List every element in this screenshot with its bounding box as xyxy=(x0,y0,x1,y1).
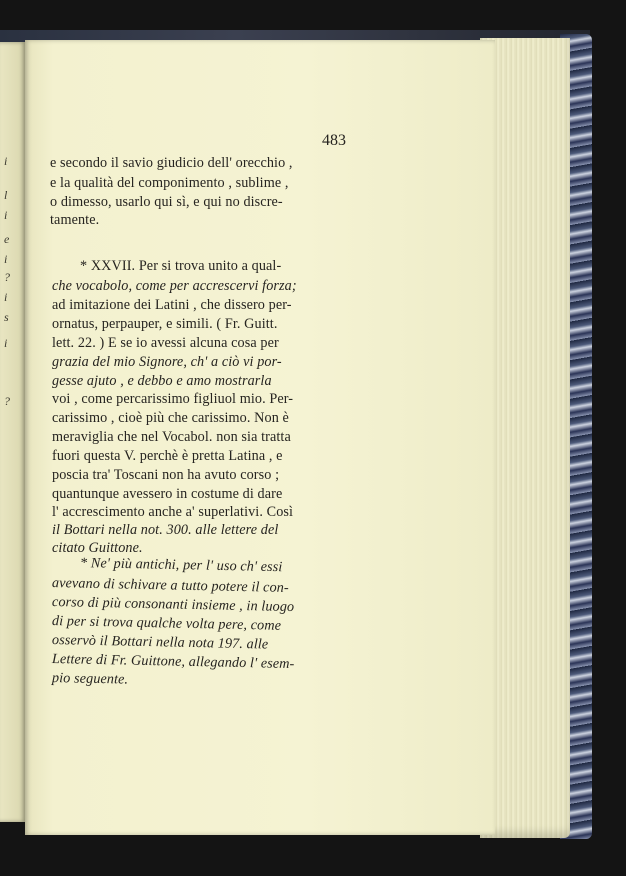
paragraph-2-line: gesse ajuto , e debbo e amo mostrarla xyxy=(52,373,272,389)
paragraph-2-line: l' accrescimento anche a' superlativi. Così xyxy=(52,504,294,520)
paragraph-1-line: o dimesso, usarlo qui sì, e qui no discre- xyxy=(50,194,283,210)
paragraph-1-line: e secondo il savio giudicio dell' orecchio , xyxy=(50,155,293,171)
paragraph-2-line: ad imitazione dei Latini , che dissero per- xyxy=(52,297,292,313)
paragraph-2-line: quantunque avessero in costume di dare xyxy=(52,486,283,502)
page-number: 483 xyxy=(322,132,346,149)
paragraph-3-line: Lettere di Fr. Guittone, allegando l' esem- xyxy=(51,651,295,673)
paragraph-2-line: poscia tra' Toscani non ha avuto corso ; xyxy=(52,467,280,483)
paragraph-3-line: * Ne' più antichi, per l' uso ch' essi xyxy=(79,555,283,576)
paragraph-2-line: carissimo , cioè più che carissimo. Non è xyxy=(52,410,289,426)
paragraph-3-line: di per si trova qualche volta pere, come xyxy=(51,613,282,634)
facing-left-page xyxy=(0,42,26,822)
paragraph-2-line: citato Guittone. xyxy=(52,540,143,556)
paragraph-3-line: osservò il Bottari nella nota 197. alle xyxy=(51,632,269,653)
left-margin-char: i xyxy=(4,208,8,222)
left-margin-char: ? xyxy=(4,270,10,284)
left-margin-char: i xyxy=(4,252,8,266)
left-margin-char: e xyxy=(4,232,10,246)
left-margin-char: ? xyxy=(4,394,10,408)
paragraph-3-line: pio seguente. xyxy=(51,670,129,688)
left-margin-char: i xyxy=(4,154,8,168)
paragraph-2-line: il Bottari nella not. 300. alle lettere del xyxy=(52,522,279,538)
paragraph-2-line: ornatus, perpauper, e simili. ( Fr. Guitt. xyxy=(52,316,278,332)
paragraph-2-line: voi , come percarissimo figliuol mio. Per- xyxy=(52,391,294,407)
left-margin-char: l xyxy=(4,188,8,202)
paragraph-3-line: corso di più consonanti insieme , in luogo xyxy=(51,594,295,616)
paragraph-1-line: e la qualità del componimento , sublime , xyxy=(50,175,289,191)
paragraph-2-line: fuori questa V. perchè è pretta Latina , e xyxy=(52,448,283,464)
paragraph-2-line: che vocabolo, come per accrescervi forza; xyxy=(52,278,297,294)
paragraph-1-line: tamente. xyxy=(50,212,100,228)
paragraph-2-line: grazia del mio Signore, ch' a ciò vi por- xyxy=(52,354,282,370)
paragraph-2-line: meraviglia che nel Vocabol. non sia tratta xyxy=(52,429,291,445)
left-margin-char: i xyxy=(4,336,8,350)
paragraph-2-line: lett. 22. ) E se io avessi alcuna cosa per xyxy=(52,335,279,351)
paragraph-2-line: * XXVII. Per si trova unito a qual- xyxy=(80,258,282,274)
left-margin-char: s xyxy=(4,310,9,324)
left-margin-char: i xyxy=(4,290,8,304)
paragraph-3-line: avevano di schivare a tutto potere il con- xyxy=(51,575,289,596)
